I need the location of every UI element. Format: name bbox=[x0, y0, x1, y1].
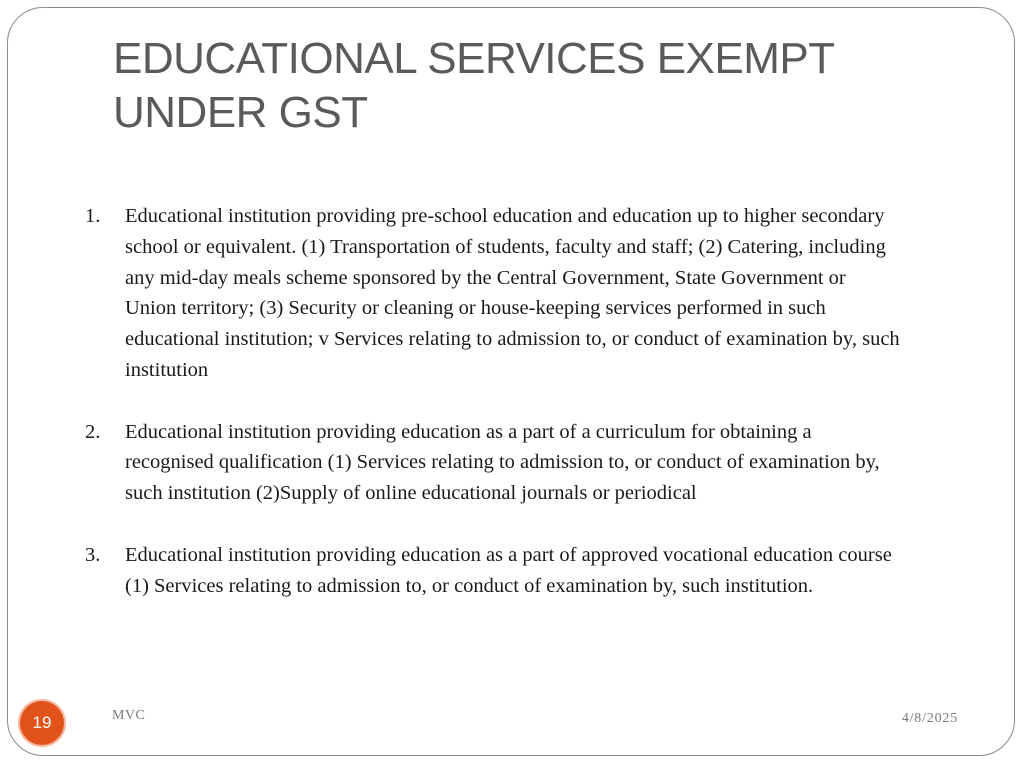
slide-title: EDUCATIONAL SERVICES EXEMPT UNDER GST bbox=[113, 34, 834, 137]
list-item-number: 1. bbox=[85, 205, 101, 227]
slide-number-badge: 19 bbox=[18, 699, 66, 747]
footer-date: 4/8/2025 bbox=[901, 711, 958, 726]
list-item-number: 3. bbox=[85, 543, 101, 566]
list-item bbox=[85, 417, 900, 509]
list-item-text: Educational institution providing education as a part of approved vocational education course (1) Services relating to admission to, or conduct of examination by, such institution. bbox=[125, 543, 892, 597]
footer-text: MVC bbox=[112, 708, 146, 723]
content-list bbox=[85, 201, 900, 632]
list-item-text: Educational institution providing pre-school education and education up to higher secondary school or equivalent. (1) Transportation of students, faculty and staff; (2) Catering, including any mid-day meals scheme sponsored by the Central Government, State Government or Union territory; (3) Security or cleaning or house-keeping services performed in such educational institution; v Services relating to admission to, or conduct of examination by, such institution bbox=[125, 205, 900, 381]
list-item-number: 2. bbox=[85, 420, 101, 443]
list-item bbox=[85, 540, 900, 602]
list-item-text: Educational institution providing education as a part of a curriculum for obtaining a recognised qualification (1) Services relating to admission to, or conduct of examination by, such institution (2)Supply of online educational journals or periodical bbox=[125, 420, 880, 505]
list-item bbox=[85, 201, 900, 386]
